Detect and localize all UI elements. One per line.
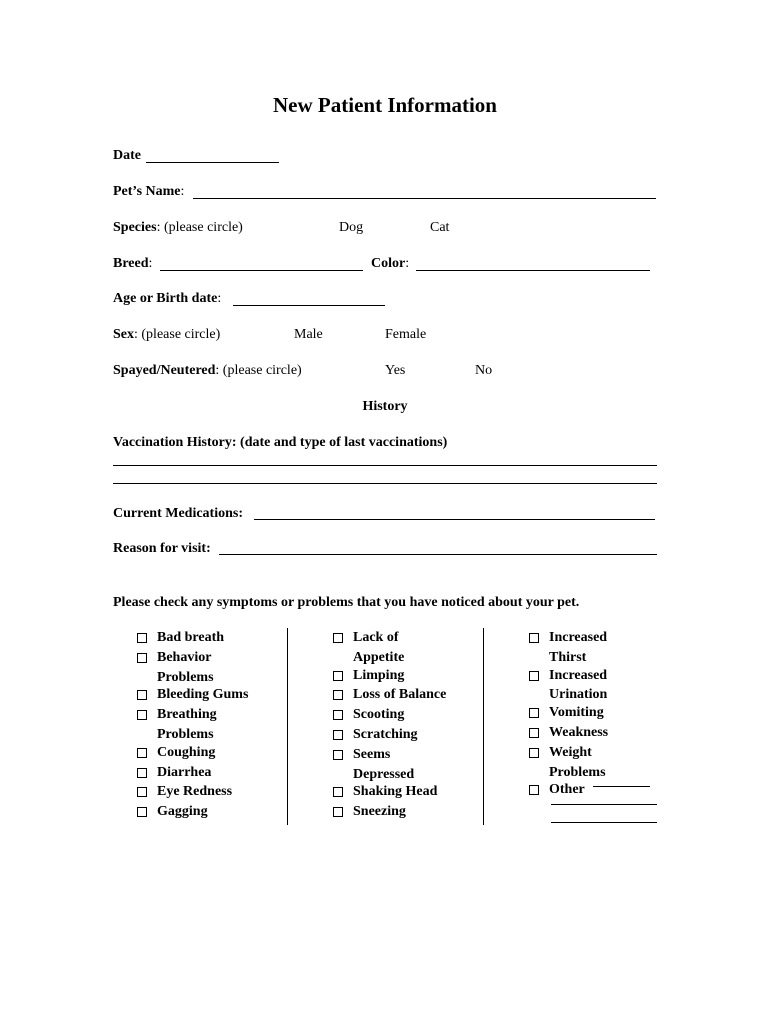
symptom-label: Problems xyxy=(157,669,214,685)
age-field[interactable] xyxy=(233,305,385,306)
vaccination-field-line-1[interactable] xyxy=(113,465,657,466)
symptom-item xyxy=(529,649,669,667)
symptom-label: Urination xyxy=(549,687,608,703)
checkbox xyxy=(137,764,157,784)
symptom-item[interactable] xyxy=(333,706,473,726)
checkbox-icon[interactable] xyxy=(137,748,147,758)
breed-label: Breed xyxy=(113,256,149,271)
symptom-item[interactable] xyxy=(529,724,669,744)
symptom-item[interactable] xyxy=(529,744,669,764)
symptom-label: Vomiting xyxy=(549,705,604,721)
pet-name-label: Pet’s Name xyxy=(113,184,181,199)
symptom-item[interactable] xyxy=(529,781,669,801)
symptom-item[interactable] xyxy=(137,744,277,764)
history-heading: History xyxy=(362,399,408,414)
checkbox-spacer xyxy=(529,764,549,782)
symptom-label: Appetite xyxy=(353,649,405,665)
medications-field[interactable] xyxy=(254,519,655,520)
checkbox-icon[interactable] xyxy=(333,730,343,740)
symptoms-column-3 xyxy=(529,629,669,801)
checkbox xyxy=(137,629,157,649)
symptom-label: Diarrhea xyxy=(157,764,212,780)
age-label: Age or Birth date xyxy=(113,291,218,306)
vaccination-field-line-2[interactable] xyxy=(113,483,657,484)
checkbox-spacer xyxy=(529,686,549,704)
checkbox-icon[interactable] xyxy=(137,710,147,720)
medications-label: Current Medications: xyxy=(113,506,243,521)
checkbox xyxy=(137,649,157,669)
checkbox xyxy=(529,724,549,744)
other-field-line-2[interactable] xyxy=(551,804,657,805)
checkbox xyxy=(137,783,157,803)
symptom-item[interactable] xyxy=(333,667,473,687)
color-field[interactable] xyxy=(416,270,650,271)
symptom-label: Coughing xyxy=(157,744,216,760)
checkbox xyxy=(137,803,157,823)
symptom-item xyxy=(333,649,473,667)
checkbox-icon[interactable] xyxy=(137,633,147,643)
checkbox-icon[interactable] xyxy=(137,787,147,797)
checkbox xyxy=(333,706,353,726)
symptom-label: Gagging xyxy=(157,804,208,820)
checkbox xyxy=(333,803,353,823)
symptom-label: Lack of xyxy=(353,630,399,645)
column-divider xyxy=(287,628,288,825)
reason-field[interactable] xyxy=(219,554,657,555)
symptom-label: Weakness xyxy=(549,724,609,740)
checkbox-spacer xyxy=(529,649,549,667)
symptom-item[interactable] xyxy=(137,629,277,649)
checkbox xyxy=(529,667,549,687)
symptom-label: Weight xyxy=(549,744,592,760)
symptom-item[interactable] xyxy=(333,726,473,746)
checkbox xyxy=(529,781,549,801)
checkbox xyxy=(529,704,549,724)
symptom-item[interactable] xyxy=(137,649,277,669)
symptom-label: Increased xyxy=(549,667,608,683)
symptom-label: Breathing xyxy=(157,707,217,723)
checkbox xyxy=(529,744,549,764)
checkbox-icon[interactable] xyxy=(529,708,539,718)
column-divider xyxy=(483,628,484,825)
symptom-item[interactable] xyxy=(333,746,473,766)
symptom-label: Bad breath xyxy=(157,630,225,645)
checkbox-icon[interactable] xyxy=(529,633,539,643)
checkbox xyxy=(333,726,353,746)
checkbox-icon[interactable] xyxy=(333,690,343,700)
checkbox xyxy=(137,686,157,706)
checkbox xyxy=(333,746,353,766)
symptom-label: Problems xyxy=(549,764,606,780)
checkbox xyxy=(529,629,549,649)
symptom-label: Thirst xyxy=(549,649,587,665)
sex-option-male[interactable]: Male xyxy=(294,327,323,342)
species-option-cat[interactable]: Cat xyxy=(430,220,450,235)
checkbox xyxy=(333,667,353,687)
symptom-item[interactable] xyxy=(333,686,473,706)
checkbox-icon[interactable] xyxy=(333,633,343,643)
checkbox-icon[interactable] xyxy=(137,690,147,700)
spayed-label: Spayed/Neutered xyxy=(113,363,216,378)
reason-label: Reason for visit: xyxy=(113,541,211,556)
symptom-label: Scooting xyxy=(353,707,405,723)
checkbox-icon[interactable] xyxy=(137,653,147,663)
checkbox-spacer xyxy=(137,726,157,744)
checkbox-icon[interactable] xyxy=(333,787,343,797)
date-label: Date xyxy=(113,148,141,163)
other-field[interactable] xyxy=(593,786,650,787)
color-label: Color xyxy=(371,256,406,271)
vaccination-label: Vaccination History: (date and type of last vaccinations) xyxy=(113,435,448,450)
symptom-item xyxy=(137,726,277,744)
checkbox-icon[interactable] xyxy=(333,710,343,720)
species-option-dog[interactable]: Dog xyxy=(339,220,364,235)
checkbox xyxy=(333,783,353,803)
symptom-label: Scratching xyxy=(353,726,418,742)
checkbox xyxy=(137,706,157,726)
symptom-label: Shaking Head xyxy=(353,784,438,800)
checkbox-icon[interactable] xyxy=(137,768,147,778)
date-field[interactable] xyxy=(146,162,279,163)
symptom-item[interactable] xyxy=(137,706,277,726)
checkbox-icon[interactable] xyxy=(529,785,539,795)
symptom-item[interactable] xyxy=(137,686,277,706)
checkbox-icon[interactable] xyxy=(333,807,343,817)
checkbox-icon[interactable] xyxy=(529,728,539,738)
symptom-label: Other xyxy=(549,782,585,798)
breed-field[interactable] xyxy=(160,270,363,271)
pet-name-field[interactable] xyxy=(193,198,656,199)
symptoms-column-2 xyxy=(333,629,473,823)
sex-note: : (please circle) xyxy=(134,327,221,342)
symptom-label: Sneezing xyxy=(353,804,406,820)
symptom-item[interactable] xyxy=(137,764,277,784)
sex-label: Sex xyxy=(113,327,134,342)
symptom-label: Eye Redness xyxy=(157,784,233,800)
symptom-item xyxy=(529,764,669,782)
checkbox-spacer xyxy=(333,649,353,667)
symptom-item[interactable] xyxy=(137,803,277,823)
symptom-label: Loss of Balance xyxy=(353,687,447,703)
checkbox-icon[interactable] xyxy=(529,671,539,681)
symptom-item xyxy=(137,669,277,687)
checkbox xyxy=(333,629,353,649)
symptom-item[interactable] xyxy=(529,629,669,649)
symptom-item xyxy=(529,686,669,704)
checkbox-icon[interactable] xyxy=(333,671,343,681)
symptom-label: Bleeding Gums xyxy=(157,687,249,703)
symptom-item[interactable] xyxy=(333,783,473,803)
checkbox-spacer xyxy=(333,766,353,784)
checkbox-spacer xyxy=(137,669,157,687)
checkbox-icon[interactable] xyxy=(333,750,343,760)
symptom-label: Limping xyxy=(353,667,405,683)
symptoms-prompt: Please check any symptoms or problems that you have noticed about your pet. xyxy=(113,595,580,610)
sex-option-female[interactable]: Female xyxy=(385,327,427,342)
species-note: : (please circle) xyxy=(156,220,243,235)
page-title: New Patient Information xyxy=(273,93,497,117)
symptom-item xyxy=(333,766,473,784)
other-field-line-3[interactable] xyxy=(551,822,657,823)
symptom-item[interactable] xyxy=(333,803,473,823)
species-label: Species xyxy=(113,220,157,235)
symptom-item[interactable] xyxy=(529,704,669,724)
checkbox xyxy=(333,686,353,706)
symptom-label: Problems xyxy=(157,726,214,742)
spayed-option-no[interactable]: No xyxy=(475,363,493,378)
symptom-label: Behavior xyxy=(157,649,212,665)
symptom-item[interactable] xyxy=(529,667,669,687)
symptom-item[interactable] xyxy=(137,783,277,803)
spayed-option-yes[interactable]: Yes xyxy=(385,363,406,378)
checkbox-icon[interactable] xyxy=(529,748,539,758)
symptom-label: Depressed xyxy=(353,766,415,782)
symptom-item[interactable] xyxy=(333,629,473,649)
spayed-note: : (please circle) xyxy=(215,363,302,378)
symptom-label: Increased xyxy=(549,630,608,645)
checkbox xyxy=(137,744,157,764)
symptom-label: Seems xyxy=(353,746,391,762)
checkbox-icon[interactable] xyxy=(137,807,147,817)
symptoms-column-1 xyxy=(137,629,277,823)
